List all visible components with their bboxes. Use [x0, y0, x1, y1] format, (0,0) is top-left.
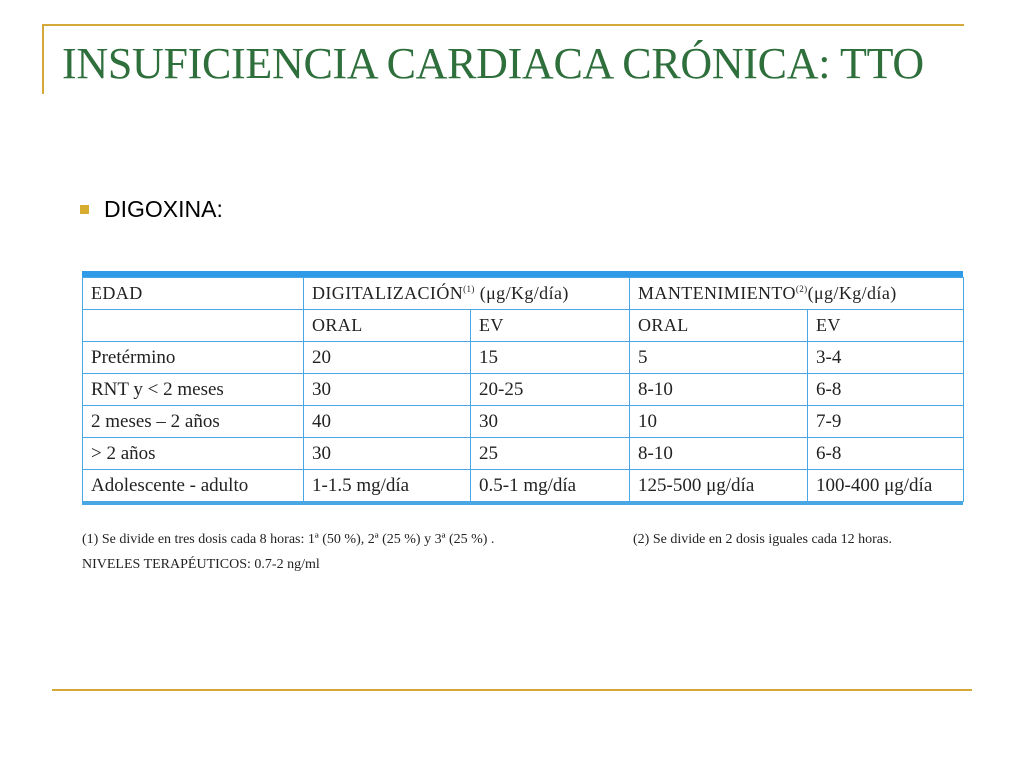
table-subheader-row: [83, 310, 964, 342]
header-maintenance-ref: (2): [795, 284, 808, 294]
table-header-row: [83, 278, 964, 310]
bullet-item: [80, 196, 223, 223]
table-row: [83, 342, 964, 374]
cell-age: RNT y < 2 meses: [83, 374, 304, 406]
cell-mant-oral: 8-10: [630, 374, 808, 406]
cell-dig-ev: 15: [471, 342, 630, 374]
subheader-mant-oral: ORAL: [630, 310, 808, 342]
cell-age: 2 meses – 2 años: [83, 406, 304, 438]
cell-dig-oral: 30: [304, 374, 471, 406]
header-digitalization-unit: (μg/Kg/día): [479, 283, 569, 303]
therapeutic-levels: NIVELES TERAPÉUTICOS: 0.7-2 ng/ml: [82, 556, 320, 572]
cell-age: Pretérmino: [83, 342, 304, 374]
cell-age: Adolescente - adulto: [83, 470, 304, 502]
cell-mant-ev: 3-4: [808, 342, 964, 374]
header-age: EDAD: [83, 278, 304, 310]
header-digitalization-label: DIGITALIZACIÓN: [312, 283, 464, 303]
square-bullet-icon: [80, 205, 89, 214]
subheader-dig-oral: ORAL: [304, 310, 471, 342]
footnote-2: (2) Se divide en 2 dosis iguales cada 12 horas.: [633, 531, 892, 547]
subheader-empty: [83, 310, 304, 342]
bottom-rule: [52, 689, 972, 691]
cell-mant-oral: 8-10: [630, 438, 808, 470]
subheader-mant-ev: EV: [808, 310, 964, 342]
digoxin-table: [82, 271, 963, 505]
cell-mant-ev: 6-8: [808, 374, 964, 406]
cell-mant-oral: 10: [630, 406, 808, 438]
cell-dig-ev: 20-25: [471, 374, 630, 406]
cell-mant-ev: 7-9: [808, 406, 964, 438]
header-digitalization-ref: (1): [463, 284, 475, 294]
footnote-1: (1) Se divide en tres dosis cada 8 horas: 1ª (50 %), 2ª (25 %) y 3ª (25 %) .: [82, 531, 495, 547]
cell-mant-ev: 100-400 μg/día: [808, 470, 964, 502]
header-maintenance: [630, 278, 964, 310]
bullet-label: DIGOXINA:: [104, 196, 223, 222]
header-maintenance-label: MANTENIMIENTO: [638, 283, 796, 303]
top-rule: [42, 24, 964, 26]
table-row: [83, 406, 964, 438]
table-bottom-bar: [82, 502, 963, 505]
table-footnotes: [82, 527, 892, 577]
cell-dig-oral: 1-1.5 mg/día: [304, 470, 471, 502]
cell-dig-ev: 0.5-1 mg/día: [471, 470, 630, 502]
cell-dig-ev: 30: [471, 406, 630, 438]
cell-dig-oral: 20: [304, 342, 471, 374]
header-maintenance-unit: (μg/Kg/día): [807, 283, 897, 303]
left-rule: [42, 24, 44, 94]
subheader-dig-ev: EV: [471, 310, 630, 342]
table-row: [83, 470, 964, 502]
cell-mant-oral: 125-500 μg/día: [630, 470, 808, 502]
cell-dig-ev: 25: [471, 438, 630, 470]
table-row: [83, 438, 964, 470]
header-digitalization: [304, 278, 630, 310]
cell-age: > 2 años: [83, 438, 304, 470]
cell-dig-oral: 40: [304, 406, 471, 438]
cell-mant-ev: 6-8: [808, 438, 964, 470]
slide-title: INSUFICIENCIA CARDIACA CRÓNICA: TTO: [62, 39, 924, 88]
cell-mant-oral: 5: [630, 342, 808, 374]
table-row: [83, 374, 964, 406]
cell-dig-oral: 30: [304, 438, 471, 470]
